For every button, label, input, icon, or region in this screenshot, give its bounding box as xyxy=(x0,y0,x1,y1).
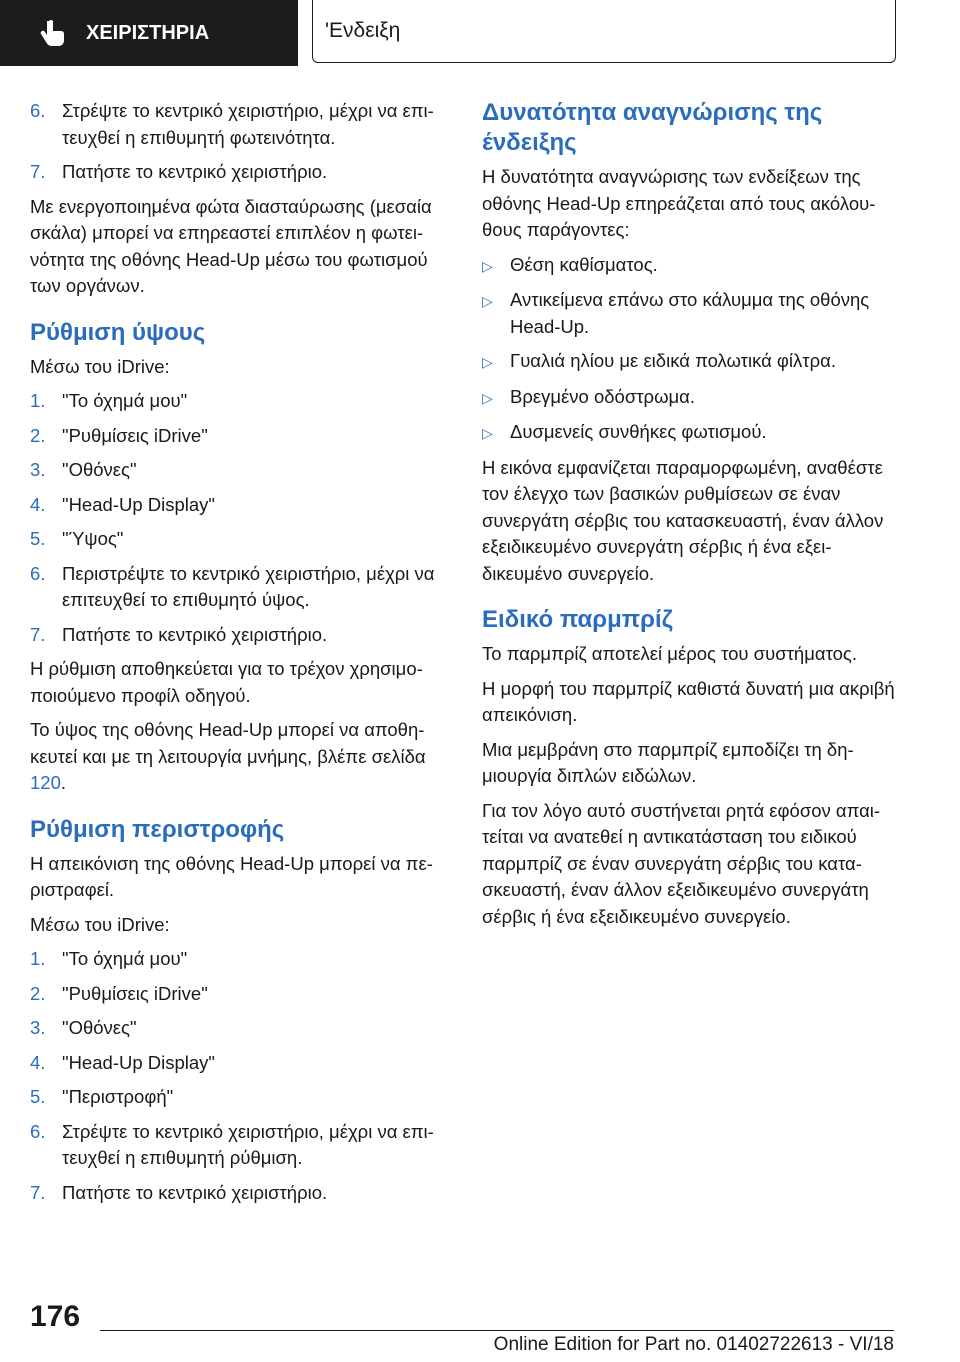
paragraph-text: Το ύψος της οθόνης Head-Up μπορεί να αποθηκευτεί και με τη λειτουργία μνήμης, βλέπε σελίδα xyxy=(30,719,426,767)
left-column xyxy=(30,98,450,1214)
paragraph: Η μορφή του παρμπρίζ καθιστά δυνατή μια ακριβή απεικόνιση. xyxy=(482,677,895,725)
step-number: 4. xyxy=(30,1051,46,1073)
bullet-text: Δυσμενείς συνθήκες φωτισμού. xyxy=(510,421,767,442)
list-item xyxy=(30,1180,450,1207)
paragraph: Για τον λόγο αυτό συστήνεται ρητά εφόσον απαιτείται να ανατεθεί η αντικατάσταση του ειδικού παρμπρίζ σε έναν συνεργάτη σέρβις του κατασκευαστή, έναν άλλον εξειδικευμένο συνεργάτη σέρβις ή ένα εξειδικευμένο συνεργείο. xyxy=(482,799,881,927)
step-number: 3. xyxy=(30,1017,46,1038)
paragraph: Μια μεμβράνη στο παρμπρίζ εμποδίζει τη δημιουργία διπλών ειδώλων. xyxy=(482,738,854,786)
bullet-text: Αντικείμενα επάνω στο κάλυμμα της οθόνης Head-Up. xyxy=(510,289,870,337)
step-text: "Οθόνες" xyxy=(62,1017,137,1038)
paragraph: Η ρύθμιση αποθηκεύεται για το τρέχον χρησιμοποιούμενο προφίλ οδηγού. xyxy=(30,658,423,706)
bullet-text: Βρεγμένο οδόστρωμα. xyxy=(510,385,696,407)
step-number: 5. xyxy=(30,528,46,549)
list-item xyxy=(30,622,450,649)
bullet-triangle-icon: ▷ xyxy=(482,257,493,274)
step-number: 7. xyxy=(30,623,46,645)
list-item xyxy=(30,1119,450,1172)
bullet-text: Γυαλιά ηλίου με ειδικά πολωτικά φίλτρα. xyxy=(510,350,836,371)
section-heading-visibility: Δυνατότητα αναγνώρισης της ένδειξης xyxy=(482,99,823,156)
step-text: Πατήστε το κεντρικό χειριστήριο. xyxy=(62,161,328,182)
paragraph: Η απεικόνιση της οθόνης Head-Up μπορεί να περιστραφεί. xyxy=(30,852,433,900)
paragraph: Μέσω του iDrive: xyxy=(30,913,170,935)
bullet-text: Θέση καθίσματος. xyxy=(510,253,658,275)
list-item xyxy=(30,492,450,519)
step-text: "Ύψος" xyxy=(62,528,124,549)
step-number: 6. xyxy=(30,100,46,121)
page-number: 176 xyxy=(30,1300,81,1333)
step-number: 1. xyxy=(30,948,46,969)
step-text: "Ρυθμίσεις iDrive" xyxy=(62,424,208,446)
right-column xyxy=(482,98,902,938)
step-number: 6. xyxy=(30,562,46,584)
step-number: 7. xyxy=(30,161,46,182)
paragraph: Η δυνατότητα αναγνώρισης των ενδείξεων της οθόνης Head-Up επηρεάζεται από τους ακόλουθους παράγοντες: xyxy=(482,166,876,240)
list-item xyxy=(482,384,902,412)
step-number: 2. xyxy=(30,982,46,1004)
bullet-triangle-icon: ▷ xyxy=(482,389,493,406)
edition-footer: Online Edition for Part no. 01402722613 - VI/18 xyxy=(493,1334,894,1355)
step-text: "Ρυθμίσεις iDrive" xyxy=(62,982,208,1004)
list-item xyxy=(30,1084,450,1111)
footer-divider xyxy=(100,1330,894,1331)
list-item xyxy=(30,946,450,973)
list-item xyxy=(482,252,902,280)
paragraph xyxy=(30,717,450,797)
step-number: 1. xyxy=(30,390,46,411)
manual-section-tab[interactable] xyxy=(0,0,298,66)
step-text: "Το όχημά μου" xyxy=(62,390,188,411)
step-text: "Οθόνες" xyxy=(62,459,137,480)
list-item xyxy=(482,419,902,447)
step-text: Περιστρέψτε το κεντρικό χειριστήριο, μέχρι να επιτευχθεί το επιθυμητό ύψος. xyxy=(62,562,435,610)
step-number: 3. xyxy=(30,459,46,480)
step-text: Πατήστε το κεντρικό χειριστήριο. xyxy=(62,1181,328,1203)
paragraph: Με ενεργοποιημένα φώτα διασταύρωσης (μεσαία σκάλα) μπορεί να επηρεαστεί επιπλέον η φωτεινότητα της οθόνης Head-Up μέσω του φωτισμού των οργάνων. xyxy=(30,195,432,296)
step-text: "Head-Up Display" xyxy=(62,1051,215,1073)
paragraph-end: . xyxy=(60,772,67,793)
list-item xyxy=(30,98,450,151)
step-text: Στρέψτε το κεντρικό χειριστήριο, μέχρι να επιτευχθεί η επιθυμητή φωτεινότητα. xyxy=(62,100,434,148)
paragraph: Η εικόνα εμφανίζεται παραμορφωμένη, αναθέστε τον έλεγχο των βασικών ρυθμίσεων σε έναν συνεργάτη σέρβις του κατασκευαστή, έναν άλλον εξειδικευμένο συνεργάτη σέρβις ή ένα εξειδικευμένο συνεργείο. xyxy=(482,456,884,584)
list-item xyxy=(482,348,902,376)
bullet-triangle-icon: ▷ xyxy=(482,425,493,441)
section-heading-windshield: Ειδικό παρμπρίζ xyxy=(482,606,673,633)
chapter-tab[interactable] xyxy=(312,0,896,63)
page-header xyxy=(0,0,960,66)
list-item xyxy=(30,388,450,415)
step-text: "Περιστροφή" xyxy=(62,1086,174,1107)
hand-pointer-icon xyxy=(40,19,66,47)
chapter-tab-label: 'Ενδειξη xyxy=(325,19,401,42)
step-text: Στρέψτε το κεντρικό χειριστήριο, μέχρι να επιτευχθεί η επιθυμητή ρύθμιση. xyxy=(62,1120,434,1168)
step-text: Πατήστε το κεντρικό χειριστήριο. xyxy=(62,623,328,645)
bullet-triangle-icon: ▷ xyxy=(482,354,493,370)
step-text: "Το όχημά μου" xyxy=(62,948,188,969)
page-reference-link[interactable]: 120 xyxy=(30,772,61,793)
list-item xyxy=(30,981,450,1008)
manual-tab-label: ΧΕΙΡΙΣΤΗΡΙΑ xyxy=(86,21,210,44)
list-item xyxy=(30,561,450,614)
bullet-triangle-icon: ▷ xyxy=(482,293,493,309)
step-number: 5. xyxy=(30,1086,46,1107)
list-item xyxy=(30,457,450,484)
list-item xyxy=(30,526,450,553)
step-number: 7. xyxy=(30,1181,46,1203)
list-item xyxy=(482,287,902,340)
step-number: 6. xyxy=(30,1120,46,1142)
section-heading-height: Ρύθμιση ύψους xyxy=(30,318,206,346)
list-item xyxy=(30,159,450,186)
step-number: 2. xyxy=(30,424,46,446)
list-item xyxy=(30,1050,450,1077)
step-text: "Head-Up Display" xyxy=(62,493,215,515)
section-heading-rotation: Ρύθμιση περιστροφής xyxy=(30,815,285,843)
paragraph: Μέσω του iDrive: xyxy=(30,355,170,377)
list-item xyxy=(30,1015,450,1042)
paragraph: Το παρμπρίζ αποτελεί μέρος του συστήματος. xyxy=(482,643,857,664)
step-number: 4. xyxy=(30,493,46,515)
list-item xyxy=(30,423,450,450)
